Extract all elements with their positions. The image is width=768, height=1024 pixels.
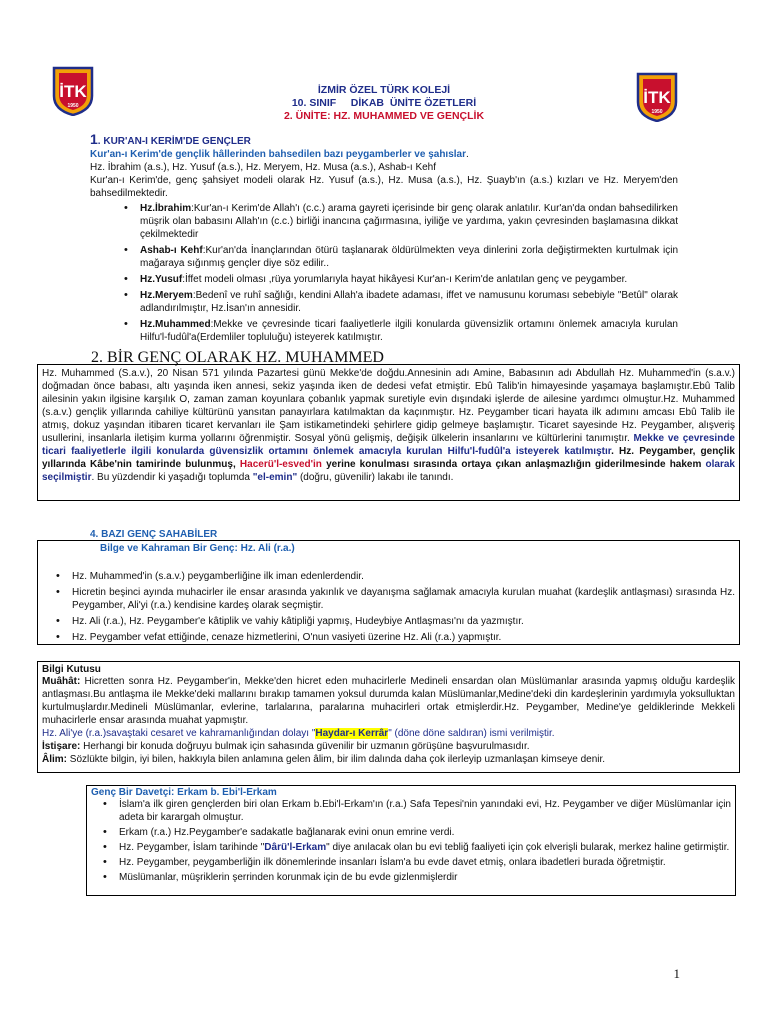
section-2-paragraph: Hz. Muhammed (S.a.v.), 20 Nisan 571 yılında Pazartesi günü Mekke'de doğdu.Annesinin adı Amine, Babasının adı Abdullah Hz. Muhammed'in (s.a.v.) doğmadan önce babası, altı yaşında iken annesi, sekiz yaşında iken de dedesi vefat etmiştir. Ebû Talib'in himayesinde yaşamaya başlamıştır.Ebû Talib ailesinin yakın ilgisine karşılık O, zaman zaman koyunlara çobanlık yapmak suretiyle evin dışındaki işlerde de ailesine yardımcı olmuştur.Hz. Muhammed (s.a.v.) gençlik yıllarında cahiliye kültürünü yansıtan panayırlara katılmaktan da kaçınmıştır. Hz. Peygamber ticari hayata ilk adımını amcası Ebû Talib ile atmış, dokuz yaşından itibaren ticaret kervanları ile Şam istikametindeki şehirlere gidip gelmeye başlamıştır. Ticaret sayesinde Hz. Peygamber, alışveriş usullerini, insanlarla iletişim kurma yollarını öğrenmiştir. Sosyal yönü gelişmiş, değişik ülkelerin insanlarını ve kültürlerini tanımıştır. Mekke ve çevresinde ticari faaliyetlerle ilgili konularda güvensizlik ortamını önlemek amacıyla kurulan Hilfu'l-fudûl'a isteyerek katılmıştır. Hz. Peygamber, gençlik yıllarında Kâbe'nin tamirinde bulunmuş, Hacerü'l-esved'in yerine konulması sırasında ortaya çıkan anlaşmazlığın giderilmesinde hakem olarak seçilmiştir. Bu yüzdendir ki yaşadığı toplumda "el-emin" (doğru, güvenilir) lakabı ile tanındı. — [42, 368, 735, 483]
section-1-number: 1 — [90, 131, 98, 147]
muahat-definition: Muâhât: Hicretten sonra Hz. Peygamber'in, Mekke'den hicret eden muhacirlerle Medineli ensardan olan Müslümanlar arasında yapmış olduğu kardeşlik antlaşması.Bu antlaşma ile Mekke'deki mallarını bırakıp tamamen yoksul durumda kalan Müslümanlar,Medine'deki din kardeşlerinin yardımıyla yoksulluktan kurtulmuşlardır.Medineli Müslümanlar, evlerine, tarlalarına, paralarına muhacirleri ortak etmişlerdir.Hz. Peygamber, Medine'ye geldiklerinde Mekkeli muhacirlerle ensar arasında muahat yapmıştır. — [42, 676, 735, 726]
logo-text: İTK — [59, 82, 87, 101]
list-item: • Erkam (r.a.) Hz.Peygamber'e sadakatle bağlanarak evini onun emrine verdi. — [97, 826, 731, 839]
logo-year: 1950 — [651, 109, 663, 115]
section-1-subtitle: Kur'an-ı Kerim'de gençlik hâllerinden bahsedilen bazı peygamberler ve şahıslar. — [90, 149, 469, 160]
list-item: • Hz. Peygamber, İslam tarihinde "Dârü'l-Erkam" diye anılacak olan bu evi tebliğ faaliyeti için çok elverişli bularak, merkez haline getirmiştir. — [97, 841, 731, 854]
list-item: • Hz. Ali (r.a.), Hz. Peygamber'e kâtiplik ve vahiy kâtipliği yapmış, Hudeybiye Antlaşması'nı da yazmıştır. — [50, 615, 735, 628]
alim-definition: Âlim: Sözlükte bilgin, iyi bilen, hakkıyla bilen anlamına gelen âlim, bir ilim dalında daha çok ilerleyip uzmanlaşan kimseye denir. — [42, 754, 606, 765]
section-1-line-2: Kur'an-ı Kerim'de, genç şahsiyet modeli olarak Hz. Yusuf (a.s.), Hz. Musa (a.s.), Hz. Şuayb'ın (a.s.) kızları ve Hz. Meryem'den bahsedilmektedir. — [90, 175, 678, 199]
logo-year: 1950 — [67, 103, 79, 109]
info-box-title: Bilgi Kutusu — [42, 664, 101, 675]
section-2-heading: 2. BİR GENÇ OLARAK HZ. MUHAMMED — [91, 349, 384, 366]
list-item: • Hicretin beşinci ayında muhacirler ile ensar arasında yakınlık ve dayanışma sağlamak amacıyla kurulan muahat (kardeşlik antlaşması) sırasında Hz. Peygamber, Ali'yi (r.a.) kendisine kardeş olarak seçmiştir. — [50, 586, 735, 612]
unit-title: 2. ÜNİTE: HZ. MUHAMMED VE GENÇLİK — [283, 110, 485, 122]
list-item: • Hz.Muhammed:Mekke ve çevresinde ticari faaliyetlerle ilgili konularda güvensizlik ortamını önlemek amacıyla kurulan Hilfu'l-fudûl'a(Erdemliler topluluğu) isteyerek katılmıştır. — [118, 318, 678, 344]
section-4-list — [42, 570, 735, 644]
erkam-title: Genç Bir Davetçi: Erkam b. Ebi'l-Erkam — [91, 787, 277, 798]
list-item: • Hz. Peygamber vefat ettiğinde, cenaze hizmetlerini, O'nun vasiyeti üzerine Hz. Ali (r.a.) yapmıştır. — [50, 631, 735, 644]
list-item: • Hz. Muhammed'in (s.a.v.) peygamberliğine ilk iman edenlerdendir. — [50, 570, 735, 583]
section-1-list — [90, 202, 678, 344]
section-4-subheading: Bilge ve Kahraman Bir Genç: Hz. Ali (r.a.) — [100, 543, 295, 554]
section-1-heading — [90, 131, 678, 147]
ali-nickname-note: Hz. Ali'ye (r.a.)savaştaki cesaret ve kahramanlığından dolayı "Haydar-ı Kerrâr" (döne döne saldıran) ismi verilmiştir. — [42, 728, 555, 739]
info-box — [37, 661, 740, 773]
section-2-box — [37, 364, 740, 501]
school-name: İZMİR ÖZEL TÜRK KOLEJİ — [317, 84, 451, 96]
list-item: • Hz.Meryem:Bedenî ve ruhî sağlığı, kendini Allah'a ibadete adaması, iffet ve namusunu koruması sebebiyle "Betûl" olarak adlandırılmıştır, Hz.İsan'ın annesidir. — [118, 289, 678, 315]
list-item: • Hz.Yusuf:İffet modeli olması ,rüya yorumlarıyla hayat hikâyesi Kur'an-ı Kerim'de anlatılan genç ve peygamber. — [118, 273, 678, 286]
logo-text: İTK — [643, 88, 671, 107]
section-4-heading: 4. BAZI GENÇ SAHABİLER — [90, 529, 218, 540]
list-item: • İslam'a ilk giren gençlerden biri olan Erkam b.Ebi'l-Erkam'ın (r.a.) Safa Tepesi'nin yanındaki evi, Hz. Peygamber ve diğer Müslümanlar için adeta bir karargah olmuştur. — [97, 798, 731, 824]
section-1-line-1: Hz. İbrahim (a.s.), Hz. Yusuf (a.s.), Hz. Meryem, Hz. Musa (a.s.), Ashab-ı Kehf — [90, 162, 437, 173]
grade-line: 10. SINIF DİKAB ÜNİTE ÖZETLERİ — [291, 97, 477, 109]
erkam-list — [91, 798, 731, 884]
istisare-definition: İstişare: Herhangi bir konuda doğruyu bulmak için sahasında güvenilir bir uzmanın görüşüne başvurulmasıdır. — [42, 741, 530, 752]
page-number: 1 — [673, 966, 680, 981]
list-item: • Hz. Peygamber, peygamberliğin ilk dönemlerinde insanları İslam'a bu evde davet etmiş, onlara ibadetleri burada öğretmiştir. — [97, 856, 731, 869]
erkam-box — [86, 785, 736, 896]
list-item: • Ashab-ı Kehf:Kur'an'da İnançlarından ötürü taşlanarak öldürülmekten veya dinlerini zorla değiştirmekten kurtulmak için mağaraya sığınmış gençler diye söz edilir.. — [118, 244, 678, 270]
document-header — [0, 84, 768, 123]
section-1-title: . KUR'AN-I KERİM'DE GENÇLER — [97, 136, 251, 147]
section-4-box — [37, 540, 740, 645]
list-item: • Müslümanlar, müşriklerin şerrinden korunmak için de bu evde gizlenmişlerdir — [97, 871, 731, 884]
list-item: • Hz.İbrahim:Kur'an-ı Kerim'de Allah'ı (c.c.) arama gayreti içerisinde bir genç olarak anlatılır. Kur'an'da ondan bahsedilirken müşrik olan babasını Allah'ın (c.c.) birliği inancına çağırmasına, iyiliğe ve yardıma, yakın çevresinden başlamasına dikkat çekilmektedir — [118, 202, 678, 241]
section-1 — [90, 131, 678, 347]
